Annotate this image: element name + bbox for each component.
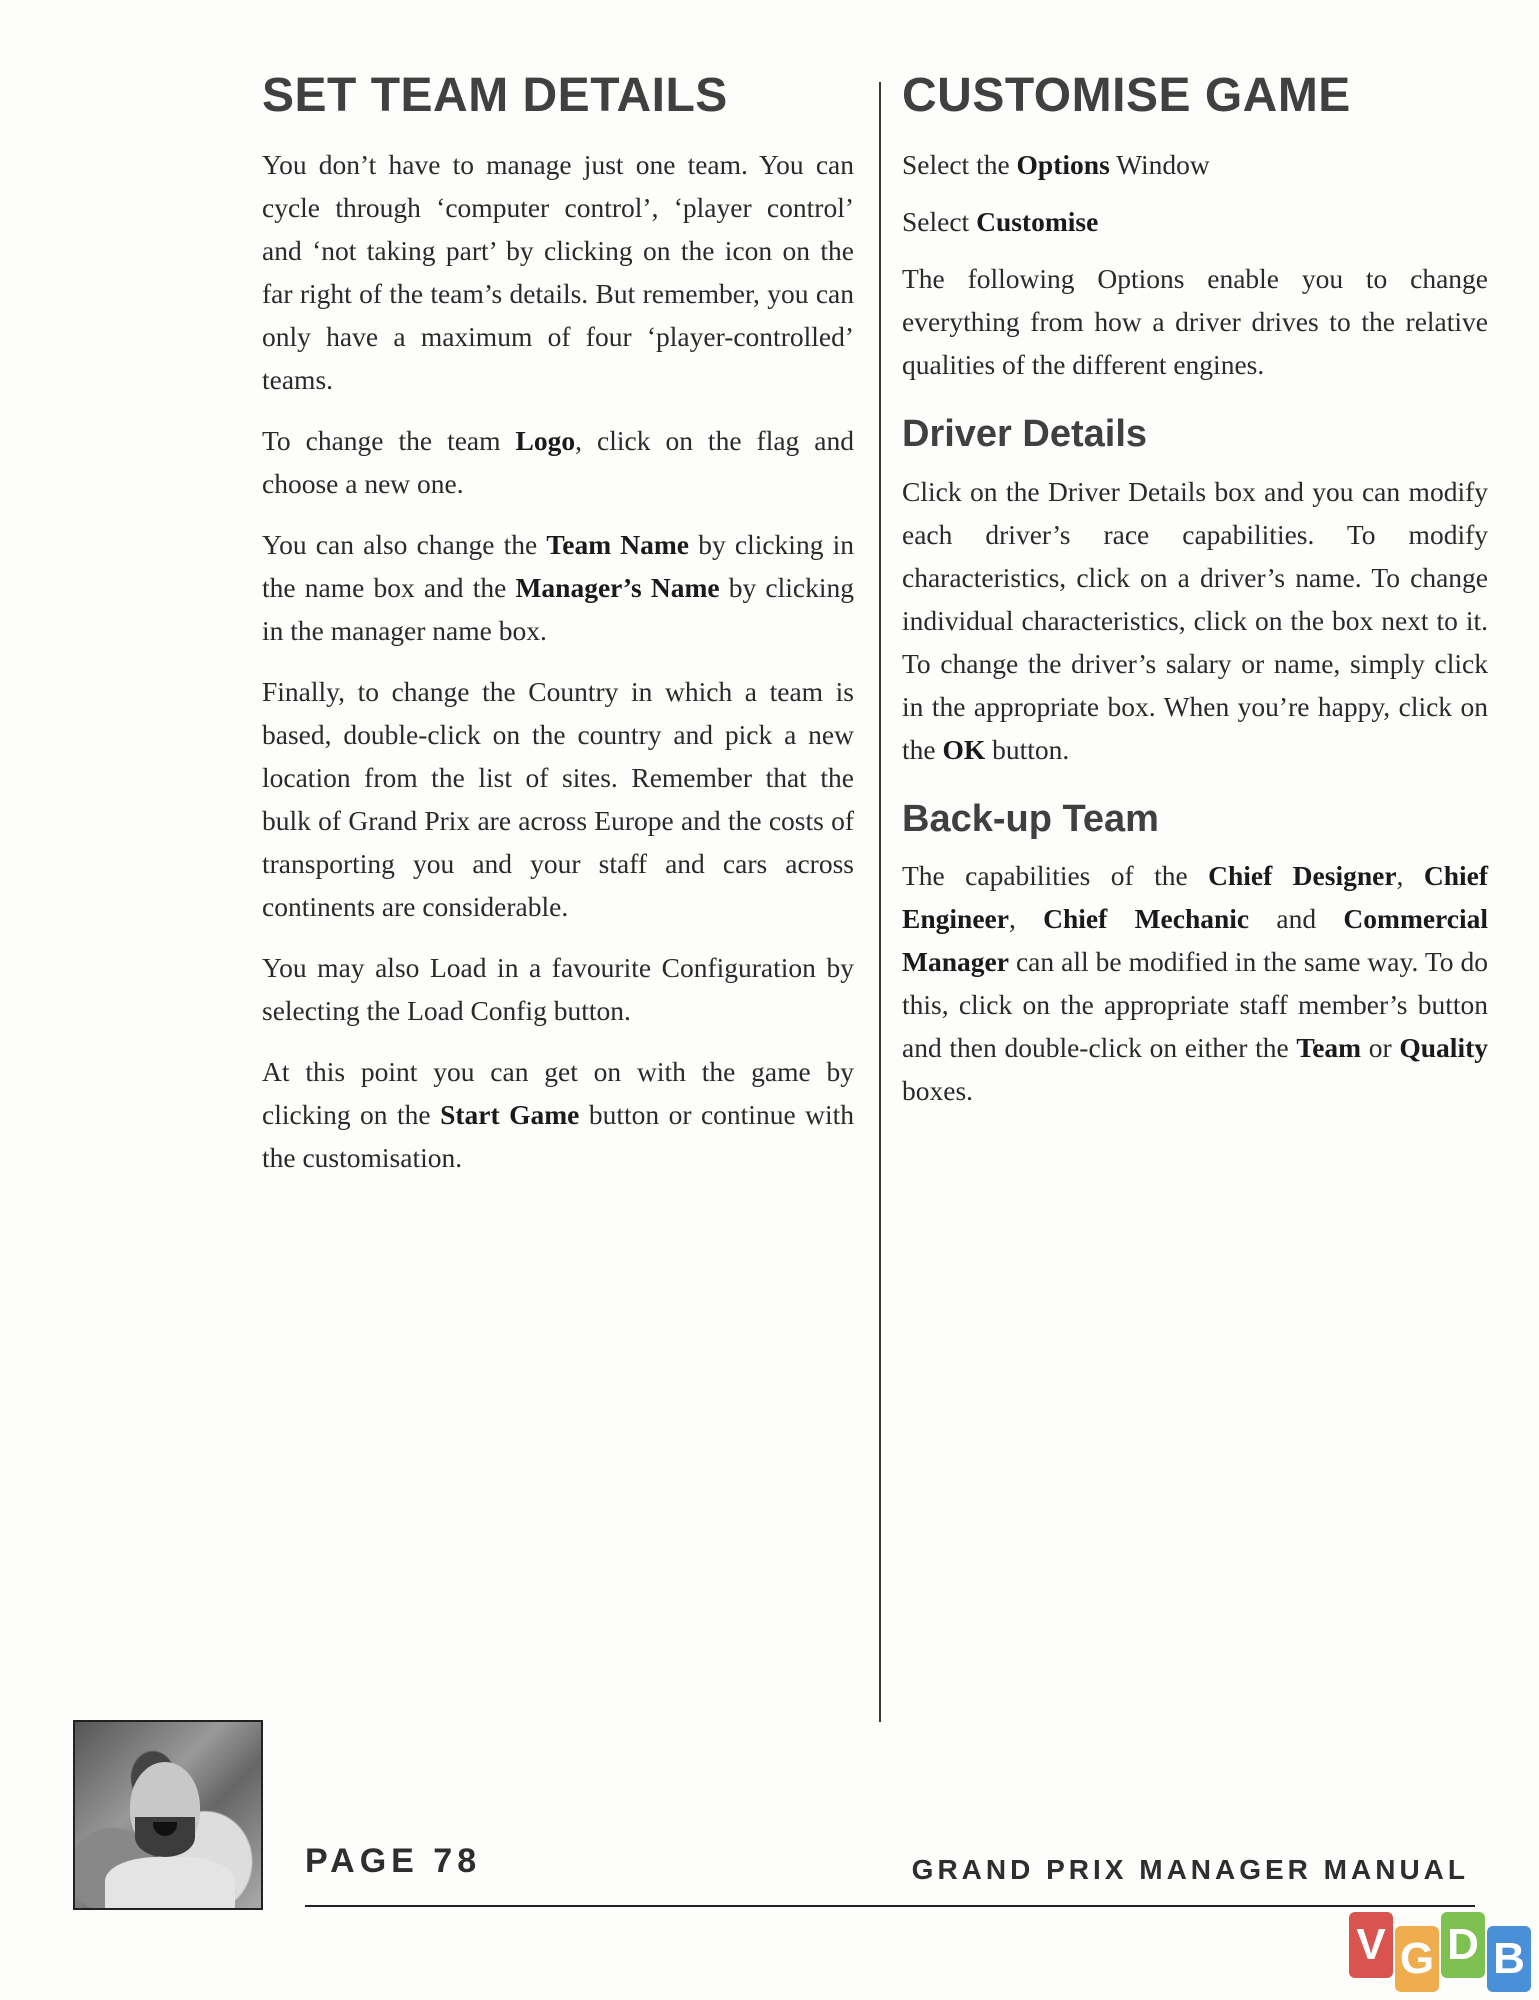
right-column: [902, 70, 1488, 1130]
logo-tile: D: [1441, 1912, 1485, 1978]
logo-tile: V: [1349, 1912, 1393, 1978]
paragraph-load-config: You may also Load in a favourite Configuration by selecting the Load Config button.: [262, 951, 854, 1026]
text: button or continue with the customisation.: [262, 1098, 854, 1173]
text: You can also change the: [262, 528, 547, 560]
term-logo: Logo: [515, 424, 576, 456]
text: ,: [1396, 860, 1424, 892]
term-options: Options: [1016, 148, 1110, 180]
text: At this point you can get on with the game by clicking on the: [262, 1055, 854, 1130]
term-team-name: Team Name: [546, 528, 690, 560]
vgdb-watermark-logo: [1349, 1912, 1531, 1992]
term-ok: OK: [942, 733, 986, 765]
text: by clicking in the name box and the: [262, 528, 855, 603]
text: boxes.: [902, 1075, 974, 1107]
logo-tile: G: [1395, 1926, 1439, 1992]
term-commercial-manager: Commercial Manager: [902, 903, 1488, 978]
term-chief-engineer: Chief Engineer: [902, 860, 1488, 935]
logo-tile: B: [1487, 1926, 1531, 1992]
paragraph-select-customise: [902, 200, 1488, 243]
text: or: [1361, 1032, 1400, 1064]
paragraph-logo: [262, 419, 854, 505]
term-team: Team: [1296, 1032, 1362, 1064]
term-customise: Customise: [976, 205, 1099, 237]
section-title-set-team-details: SET TEAM DETAILS: [262, 69, 728, 122]
paragraph-names: [262, 523, 854, 652]
term-chief-mechanic: Chief Mechanic: [1043, 903, 1250, 935]
section-title-customise-game: CUSTOMISE GAME: [902, 69, 1351, 122]
text: Window: [1109, 148, 1210, 180]
paragraph-start-game: [262, 1050, 854, 1179]
text: Click on the Driver Details box and you can modify each driver’s race capabilities. To modify characteristics, click on a driver’s name. To change individual characteristics, click on the box next to it. To change the driver’s salary or name, simply click in the appropriate box. When you’re happy, click on the: [902, 475, 1488, 765]
text: ,: [1008, 903, 1044, 935]
text: Select: [902, 205, 977, 237]
term-start-game: Start Game: [440, 1098, 580, 1130]
paragraph-options-intro: The following Options enable you to change everything from how a driver drives to the relative qualities of the different engines.: [902, 262, 1488, 380]
text: by clicking in the manager name box.: [262, 571, 854, 646]
paragraph-select-options: [902, 143, 1488, 186]
left-column: [262, 70, 854, 1197]
text: The capabilities of the: [902, 860, 1209, 892]
column-divider: [879, 82, 881, 1722]
paragraph-country: Finally, to change the Country in which a team is based, double-click on the country and pick a new location from the list of sites. Remember that the bulk of Grand Prix are across Europe and the costs of transporting you and your staff and cars across continents are considerable.: [262, 675, 854, 922]
paragraph-team-control: You don’t have to manage just one team. You can cycle through ‘computer control’, ‘player control’ and ‘not taking part’ by clicking on the icon on the far right of the team’s details. But remember, you can only have a maximum of four ‘player-controlled’ teams.: [262, 148, 854, 395]
text: can all be modified in the same way. To do this, click on the appropriate staff member’s button and then double-click on either the: [902, 946, 1488, 1064]
manual-title: GRAND PRIX MANAGER MANUAL: [911, 1854, 1469, 1885]
text: button.: [985, 733, 1070, 765]
photo-shirt: [105, 1857, 235, 1910]
text: and: [1249, 903, 1344, 935]
portrait-photo: [73, 1720, 263, 1910]
subheading-back-up-team: Back-up Team: [902, 797, 1159, 840]
footer-rule: [305, 1905, 1475, 1907]
paragraph-back-up-team: [902, 854, 1488, 1112]
term-managers-name: Manager’s Name: [515, 571, 720, 603]
paragraph-driver-details: [902, 470, 1488, 771]
term-quality: Quality: [1399, 1032, 1488, 1064]
subheading-driver-details: Driver Details: [902, 412, 1148, 455]
page-number: PAGE 78: [305, 1842, 482, 1880]
text: Select the: [902, 148, 1017, 180]
text: To change the team: [262, 424, 516, 456]
text: , click on the flag and choose a new one.: [262, 424, 854, 499]
term-chief-designer: Chief Designer: [1208, 860, 1397, 892]
